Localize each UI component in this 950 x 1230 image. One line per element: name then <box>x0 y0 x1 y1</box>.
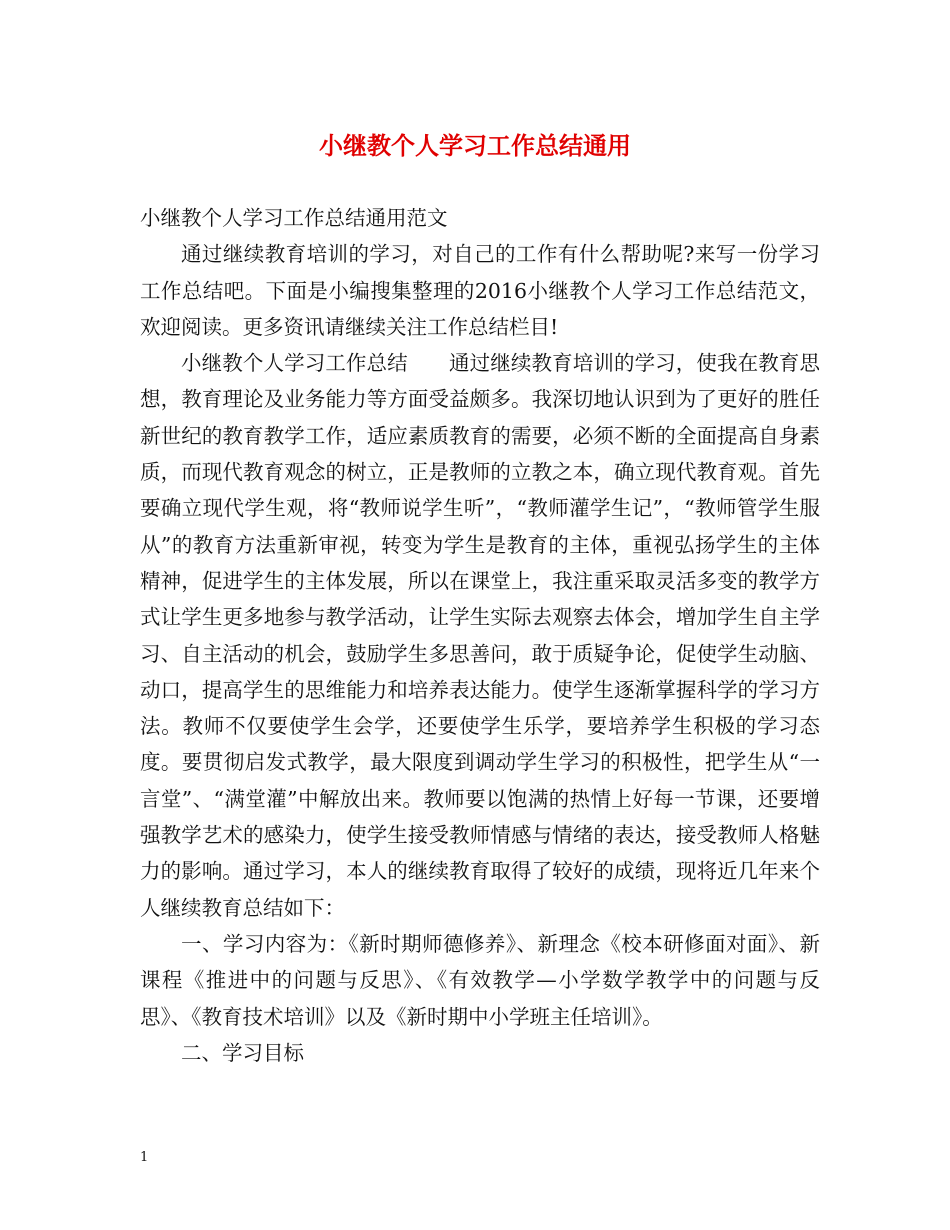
document-title: 小继教个人学习工作总结通用 <box>319 132 631 160</box>
document-body <box>140 200 820 1071</box>
paragraph-learning-goals-heading: 二、学习目标 <box>181 1040 304 1065</box>
paragraph-summary: 小继教个人学习工作总结 通过继续教育培训的学习，使我在教育思想，教育理论及业务能力等方面受益颇多。我深切地认识到为了更好的胜任新世纪的教育教学工作，适应素质教育的需要，必须不断的全面提高自身素质，而现代教育观念的树立，正是教师的立教之本，确立现代教育观。首先要确立现代学生观，将“教师说学生听”，“教师灌学生记”，“教师管学生服从”的教育方法重新审视，转变为学生是教育的主体，重视弘扬学生的主体精神，促进学生的主体发展，所以在课堂上，我注重采取灵活多变的教学方式让学生更多地参与教学活动，让学生实际去观察去体会，增加学生自主学习、自主活动的机会，鼓励学生多思善问，敢于质疑争论，促使学生动脑、动口，提高学生的思维能力和培养表达能力。使学生逐渐掌握科学的学习方法。教师不仅要使学生会学，还要使学生乐学，要培养学生积极的学习态度。要贯彻启发式教学，最大限度到调动学生学习的积极性，把学生从“一言堂”、“满堂灌”中解放出来。教师要以饱满的热情上好每一节课，还要增强教学艺术的感染力，使学生接受教师情感与情绪的表达，接受教师人格魅力的影响。通过学习，本人的继续教育取得了较好的成绩，现将近几年来个人继续教育总结如下： <box>140 351 820 920</box>
paragraph-learning-content: 一、学习内容为：《新时期师德修养》、新理念《校本研修面对面》、新课程《推进中的问题与反思》、《有效教学—小学数学教学中的问题与反思》、《教育技术培训》以及《新时期中小学班主任培训》。 <box>140 931 820 1029</box>
page-number: 1 <box>140 1150 149 1165</box>
paragraph-intro: 通过继续教育培训的学习，对自己的工作有什么帮助呢?来写一份学习工作总结吧。下面是小编搜集整理的2016小继教个人学习工作总结范文，欢迎阅读。更多资讯请继续关注工作总结栏目! <box>140 242 820 339</box>
document-subtitle: 小继教个人学习工作总结通用范文 <box>140 206 448 230</box>
